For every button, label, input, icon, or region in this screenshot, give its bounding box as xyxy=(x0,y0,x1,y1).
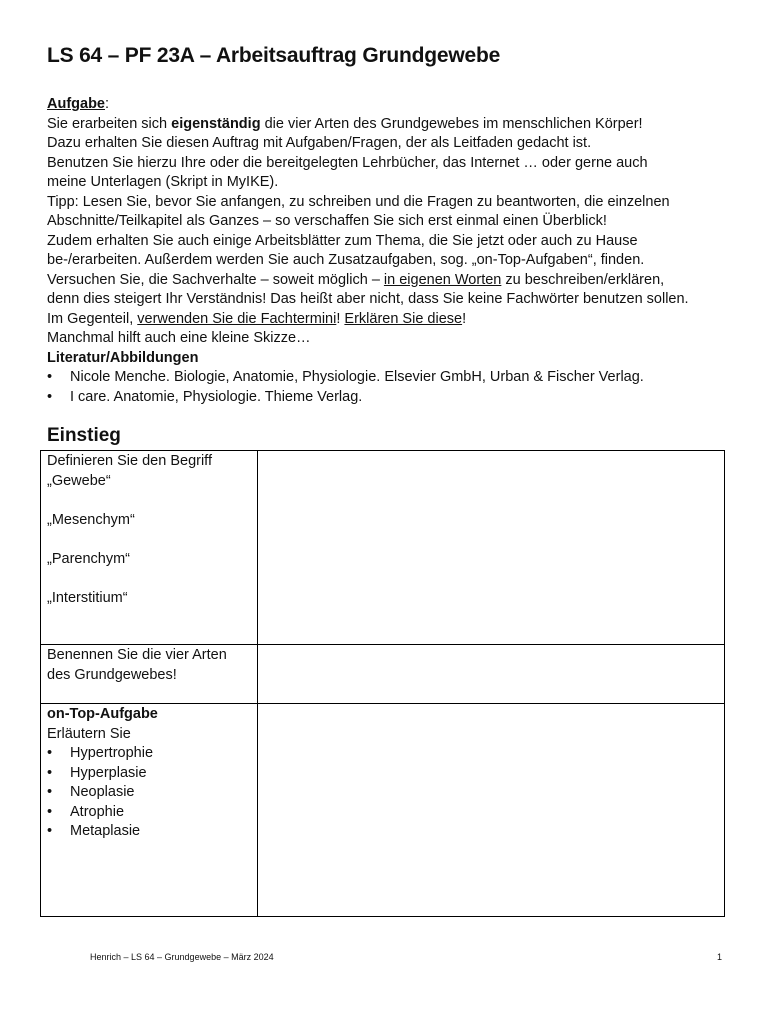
page-footer xyxy=(90,952,722,962)
task-line: Sie erarbeiten sich eigenständig die vier Arten des Grundgewebes im menschlichen Körper! xyxy=(47,115,643,132)
page-title: LS 64 – PF 23A – Arbeitsauftrag Grundgewebe xyxy=(47,44,501,67)
question-cell: Benennen Sie die vier Arten des Grundgewebes! xyxy=(41,645,258,704)
task-line: Manchmal hilft auch eine kleine Skizze… xyxy=(47,330,311,346)
worksheet-table xyxy=(40,450,725,917)
on-top-heading: on-Top-Aufgabe xyxy=(47,706,158,722)
answer-cell[interactable] xyxy=(258,704,725,917)
table-row xyxy=(41,704,725,917)
question-cell: on-Top-Aufgabe Erläutern Sie • Hypertrophie • Hyperplasie • Neoplasie • Atrophie • Metaplasie xyxy=(41,704,258,917)
footer-text: Henrich – LS 64 – Grundgewebe – März 2024 xyxy=(90,952,274,962)
task-line: Im Gegenteil, verwenden Sie die Fachtermini! Erklären Sie diese! xyxy=(47,310,467,327)
task-line: Dazu erhalten Sie diesen Auftrag mit Aufgaben/Fragen, der als Leitfaden gedacht ist. xyxy=(47,135,592,151)
task-section xyxy=(47,95,737,407)
task-line: Abschnitte/Teilkapitel als Ganzes – so verschaffen Sie sich erst einmal einen Überblick! xyxy=(47,213,607,229)
table-row xyxy=(41,645,725,704)
list-item: • Atrophie xyxy=(47,803,251,823)
page-number: 1 xyxy=(716,952,722,962)
task-line: be-/erarbeiten. Außerdem werden Sie auch Zusatzaufgaben, sog. „on-Top-Aufgaben“, finden. xyxy=(47,252,645,268)
list-item: • Metaplasie xyxy=(47,822,251,842)
literature-list xyxy=(47,368,737,407)
list-item: • Hyperplasie xyxy=(47,764,251,784)
term-list xyxy=(47,744,251,842)
task-line: meine Unterlagen (Skript in MyIKE). xyxy=(47,174,279,190)
task-heading-line: Aufgabe: xyxy=(47,96,110,112)
task-line: Zudem erhalten Sie auch einige Arbeitsblätter zum Thema, die Sie jetzt oder auch zu Hause xyxy=(47,232,638,249)
underlined-use-terms: verwenden Sie die Fachtermini xyxy=(137,310,337,327)
task-heading: Aufgabe xyxy=(47,96,105,112)
literature-item: • I care. Anatomie, Physiologie. Thieme Verlag. xyxy=(47,388,737,408)
literature-heading: Literatur/Abbildungen xyxy=(47,349,199,366)
question-cell: Definieren Sie den Begriff „Gewebe“ „Mesenchym“ „Parenchym“ „Interstitium“ xyxy=(41,451,258,645)
section-title: Einstieg xyxy=(47,425,121,446)
task-line: denn dies steigert Ihr Verständnis! Das heißt aber nicht, dass Sie keine Fachwörter benutzen sollen. xyxy=(47,291,689,307)
emphasis-eigenstaendig: eigenständig xyxy=(171,115,261,132)
underlined-explain-terms: Erklären Sie diese xyxy=(344,310,463,327)
underlined-own-words: in eigenen Worten xyxy=(383,271,502,288)
task-line: Tipp: Lesen Sie, bevor Sie anfangen, zu schreiben und die Fragen zu beantworten, die einzelnen xyxy=(47,193,670,210)
list-item: • Hypertrophie xyxy=(47,744,251,764)
answer-cell[interactable] xyxy=(258,451,725,645)
task-line: Benutzen Sie hierzu Ihre oder die bereitgelegten Lehrbücher, das Internet … oder gerne auch xyxy=(47,154,648,171)
list-item: • Neoplasie xyxy=(47,783,251,803)
answer-cell[interactable] xyxy=(258,645,725,704)
task-line: Versuchen Sie, die Sachverhalte – soweit möglich – in eigenen Worten zu beschreiben/erklären, xyxy=(47,271,665,288)
table-row xyxy=(41,451,725,645)
literature-item: • Nicole Menche. Biologie, Anatomie, Physiologie. Elsevier GmbH, Urban & Fischer Verlag. xyxy=(47,368,737,388)
